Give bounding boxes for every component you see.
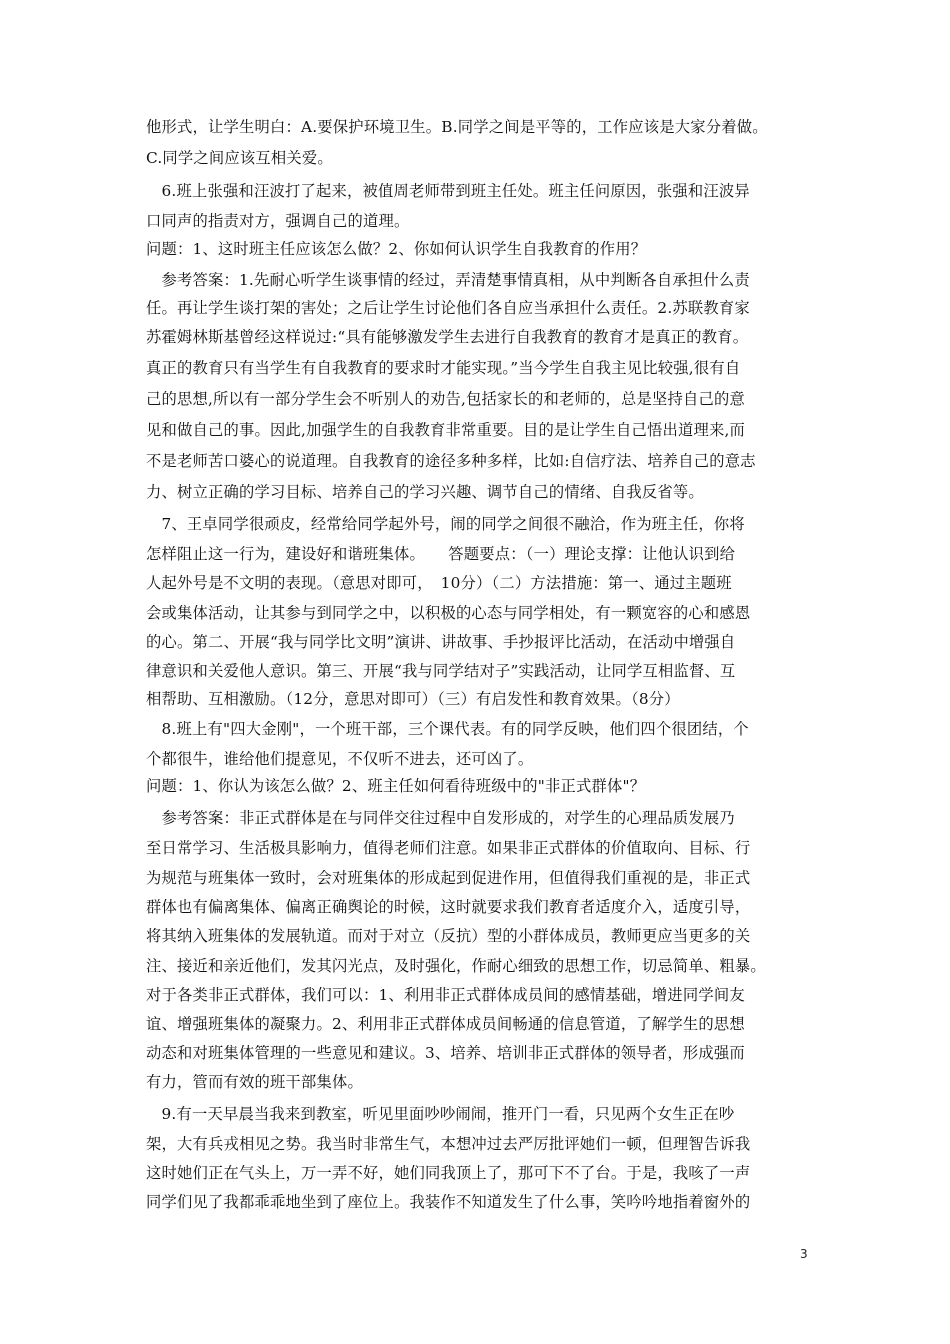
text-line: 的心。第二、开展“我与同学比文明”演讲、讲故事、手抄报评比活动，在活动中增强自: [146, 633, 736, 651]
text-line: 7、王卓同学很顽皮，经常给同学起外号，闹的同学之间很不融洽，作为班主任，你将: [146, 515, 745, 533]
text-line: 为规范与班集体一致时，会对班集体的形成起到促进作用，但值得我们重视的是，非正式: [146, 869, 751, 887]
text-line: 至日常学习、生活极具影响力，值得老师们注意。如果非正式群体的价值取向、目标、行: [146, 839, 751, 857]
text-line: 有力，管而有效的班干部集体。: [146, 1073, 363, 1091]
text-line: 6.班上张强和汪波打了起来，被值周老师带到班主任处。班主任问原因，张强和汪波异: [146, 182, 750, 200]
text-line: 注、接近和亲近他们，发其闪光点，及时强化，作耐心细致的思想工作，切忌简单、粗暴。: [146, 957, 766, 975]
text-line: 问题：1、你认为该怎么做？2、班主任如何看待班级中的"非正式群体"？: [146, 777, 646, 795]
text-line: 会或集体活动，让其参与到同学之中，以积极的心态与同学相处，有一颗宽容的心和感恩: [146, 604, 751, 622]
text-line: 己的思想,所以有一部分学生会不听别人的劝告,包括家长的和老师的，总是坚持自己的意: [146, 390, 746, 408]
text-line: 律意识和关爱他人意识。第三、开展“我与同学结对子”实践活动，让同学互相监督、互: [146, 662, 736, 680]
text-line: 谊、增强班集体的凝聚力。2、利用非正式群体成员间畅通的信息管道，了解学生的思想: [146, 1015, 745, 1033]
text-line: 相帮助、互相激励。（12分，意思对即可）（三）有启发性和教育效果。（8分）: [146, 690, 680, 708]
text-line: C.同学之间应该互相关爱。: [146, 149, 333, 167]
text-line: 他形式，让学生明白：A.要保护环境卫生。B.同学之间是平等的，工作应该是大家分着做。: [146, 118, 768, 136]
text-line: 架，大有兵戎相见之势。我当时非常生气，本想冲过去严厉批评她们一顿，但理智告诉我: [146, 1135, 751, 1153]
text-line: 个都很牛，谁给他们提意见，不仅听不进去，还可凶了。: [146, 750, 534, 768]
text-line: 将其纳入班集体的发展轨道。而对于对立（反抗）型的小群体成员，教师更应当更多的关: [146, 927, 751, 945]
text-line: 口同声的指责对方，强调自己的道理。: [146, 212, 410, 230]
text-line: 9.有一天早晨当我来到教室，听见里面吵吵闹闹，推开门一看，只见两个女生正在吵: [146, 1105, 735, 1123]
text-line: 任。再让学生谈打架的害处；之后让学生讨论他们各自应当承担什么责任。2.苏联教育家: [146, 299, 750, 317]
text-line: 8.班上有"四大金刚"，一个班干部，三个课代表。有的同学反映，他们四个很团结，个: [146, 720, 749, 738]
text-line: 见和做自己的事。因此,加强学生的自我教育非常重要。目的是让学生自己悟出道理来,而: [146, 421, 746, 439]
text-line: 问题：1、这时班主任应该怎么做？2、你如何认识学生自我教育的作用？: [146, 240, 647, 258]
text-line: 这时她们正在气头上，万一弄不好，她们同我顶上了，那可下不了台。于是，我咳了一声: [146, 1164, 751, 1182]
text-line: 人起外号是不文明的表现。（意思对即可， 10分）（二）方法措施：第一、通过主题班: [146, 574, 732, 592]
text-line: 真正的教育只有当学生有自我教育的要求时才能实现。”当今学生自我主见比较强,很有自: [146, 359, 741, 377]
text-line: 动态和对班集体管理的一些意见和建议。3、培养、培训非正式群体的领导者，形成强而: [146, 1044, 745, 1062]
text-line: 同学们见了我都乖乖地坐到了座位上。我装作不知道发生了什么事，笑吟吟地指着窗外的: [146, 1193, 751, 1211]
text-line: 群体也有偏离集体、偏离正确舆论的时候，这时就要求我们教育者适度介入，适度引导，: [146, 898, 751, 916]
text-line: 参考答案：1.先耐心听学生谈事情的经过，弄清楚事情真相，从中判断各自承担什么责: [146, 271, 750, 289]
text-line: 力、树立正确的学习目标、培养自己的学习兴趣、调节自己的情绪、自我反省等。: [146, 483, 704, 501]
text-line: 怎样阻止这一行为，建设好和谐班集体。 答题要点：（一）理论支撑：让他认识到给: [146, 545, 736, 563]
page-number: 3: [800, 1247, 808, 1261]
text-line: 参考答案：非正式群体是在与同伴交往过程中自发形成的，对学生的心理品质发展乃: [146, 809, 735, 827]
text-line: 对于各类非正式群体，我们可以：1、利用非正式群体成员间的感情基础，增进同学间友: [146, 986, 745, 1004]
text-line: 不是老师苦口婆心的说道理。自我教育的途径多种多样，比如:自信疗法、培养自己的意志: [146, 452, 756, 470]
text-line: 苏霍姆林斯基曾经这样说过:“具有能够激发学生去进行自我教育的教育才是真正的教育。: [146, 328, 749, 346]
